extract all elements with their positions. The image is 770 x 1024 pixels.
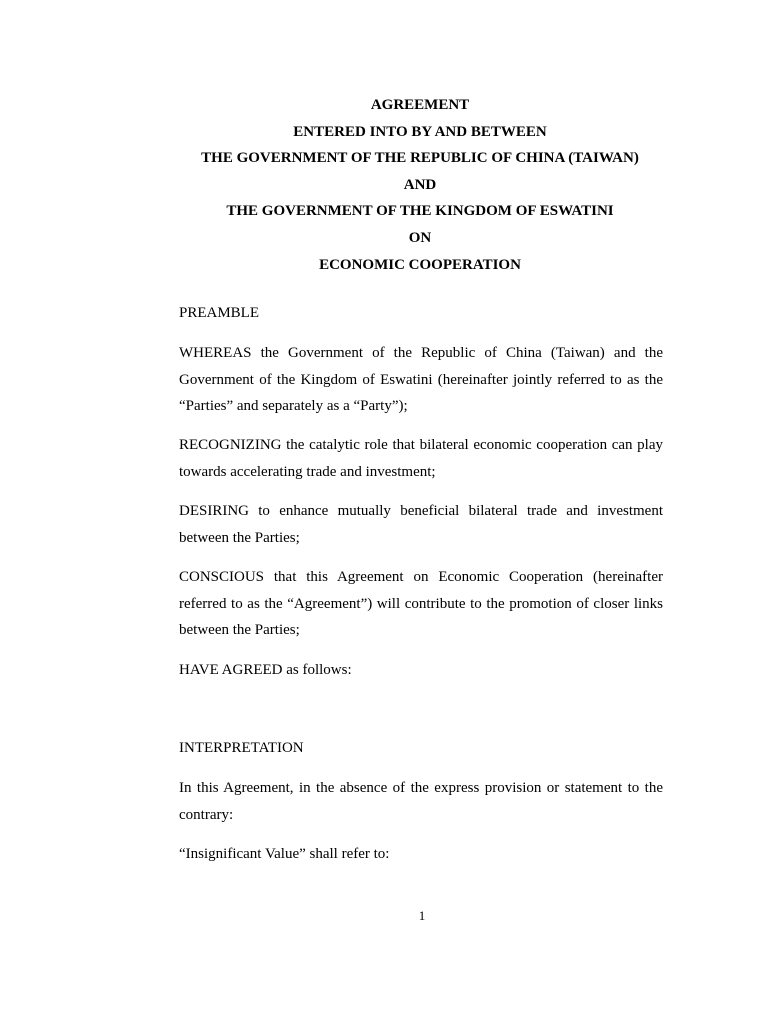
title-line-kingdom-of-eswatini: THE GOVERNMENT OF THE KINGDOM OF ESWATINI — [226, 203, 614, 220]
interpretation-intro-paragraph: In this Agreement, in the absence of the express provision or statement to the contrary: — [179, 780, 663, 823]
title-line-on: ON — [408, 229, 432, 246]
desiring-paragraph: DESIRING to enhance mutually beneficial bilateral trade and investment between the Parties; — [179, 503, 663, 546]
title-line-and: AND — [403, 176, 437, 193]
agreement-title-block — [160, 92, 680, 278]
preamble-heading: PREAMBLE — [179, 305, 260, 321]
conscious-paragraph: CONSCIOUS that this Agreement on Economic Cooperation (hereinafter referred to as the “Agreement”) will contribute to the promotion of closer links between the Parties; — [179, 569, 663, 638]
title-line-republic-of-china: THE GOVERNMENT OF THE REPUBLIC OF CHINA (TAIWAN) — [201, 150, 639, 167]
page-number: 1 — [418, 908, 426, 923]
title-line-economic-cooperation: ECONOMIC COOPERATION — [319, 256, 521, 273]
whereas-paragraph: WHEREAS the Government of the Republic of China (Taiwan) and the Government of the Kingdom of Eswatini (hereinafter jointly referred to as the “Parties” and separately as a “Party”); — [179, 345, 663, 414]
have-agreed-paragraph: HAVE AGREED as follows: — [179, 662, 352, 678]
title-line-entered-into: ENTERED INTO BY AND BETWEEN — [293, 123, 547, 140]
title-line-agreement: AGREEMENT — [370, 97, 470, 113]
recognizing-paragraph: RECOGNIZING the catalytic role that bilateral economic cooperation can play towards accelerating trade and investment; — [179, 437, 663, 480]
insignificant-value-paragraph: “Insignificant Value” shall refer to: — [179, 846, 390, 862]
interpretation-heading: INTERPRETATION — [179, 740, 304, 756]
